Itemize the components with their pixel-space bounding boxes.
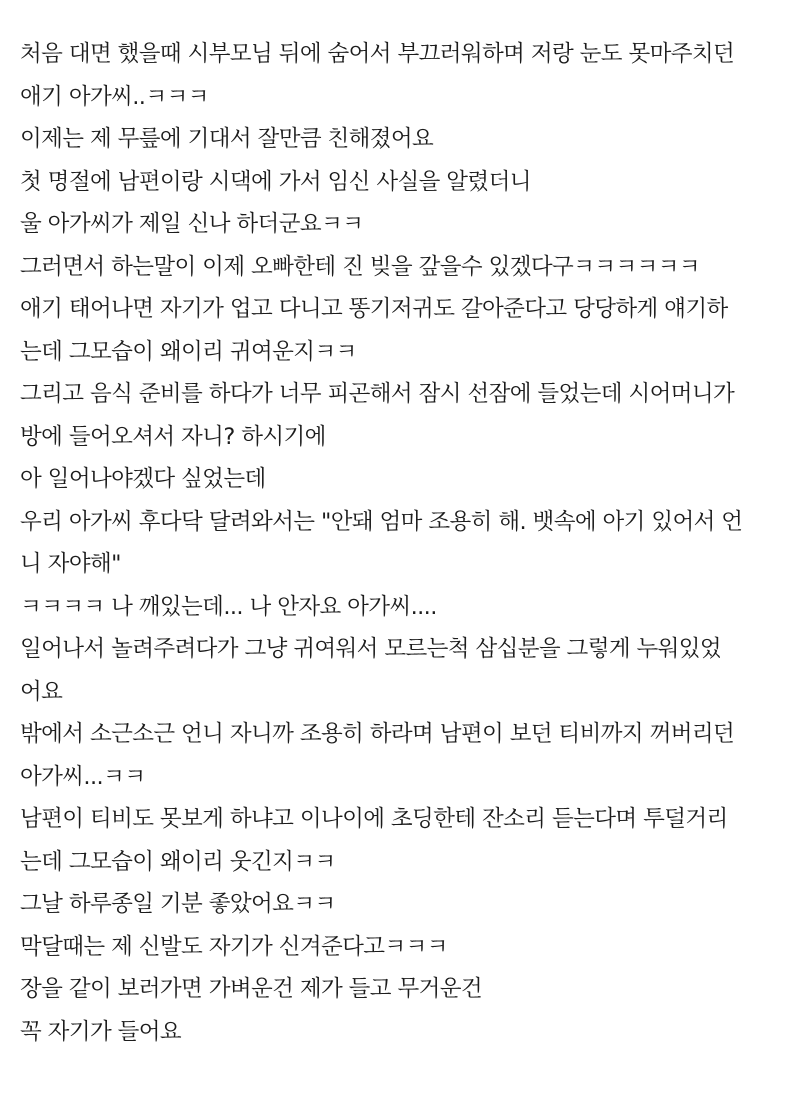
text-line: 니 자야해" [20,551,121,577]
text-line: 꼭 자기가 들어요 [20,1018,182,1045]
text-line: 방에 들어오셔서 자니? 하시기에 [20,423,326,450]
text-line: ㅋㅋㅋㅋ 나 깨있는데... 나 안자요 아가씨.... [20,593,437,620]
text-line: 는데 그모습이 왜이리 귀여운지ㅋㅋ [20,338,357,365]
text-line: 그리고 음식 준비를 하다가 너무 피곤해서 잠시 선잠에 들었는데 시어머니가 [20,381,735,407]
text-line: 울 아가씨가 제일 신나 하더군요ㅋㅋ [20,211,364,237]
text-line: 그날 하루종일 기분 좋았어요ㅋㅋ [20,891,336,917]
text-line: 그러면서 하는말이 이제 오빠한테 진 빚을 갚을수 있겠다구ㅋㅋㅋㅋㅋㅋ [20,253,700,280]
text-line: 아가씨...ㅋㅋ [20,763,146,790]
text-line: 처음 대면 했을때 시부모님 뒤에 숨어서 부끄러워하며 저랑 눈도 못마주치던 [20,41,735,67]
text-line: 아 일어나야겠다 싶었는데 [20,466,266,492]
text-line: 밖에서 소근소근 언니 자니까 조용히 하라며 남편이 보던 티비까지 꺼버리던 [20,721,735,747]
text-line: 우리 아가씨 후다닥 달려와서는 "안돼 엄마 조용히 해. 뱃속에 아기 있어서 언 [20,508,743,535]
text-line: 어요 [20,678,63,705]
text-line: 장을 같이 보러가면 가벼운건 제가 들고 무거운건 [20,976,483,1002]
text-line: 남편이 티비도 못보게 하냐고 이나이에 초딩한테 잔소리 듣는다며 투덜거리 [20,806,728,832]
text-line: 막달때는 제 신발도 자기가 신겨준다고ㅋㅋㅋ [20,933,448,960]
text-line: 이제는 제 무릎에 기대서 잘만큼 친해졌어요 [20,126,434,152]
text-line: 애기 아가씨..ㅋㅋㅋ [20,83,209,110]
text-line: 애기 태어나면 자기가 업고 다니고 똥기저귀도 갈아준다고 당당하게 얘기하 [20,296,728,322]
text-line: 는데 그모습이 왜이리 웃긴지ㅋㅋ [20,848,336,875]
text-line: 일어나서 놀려주려다가 그냥 귀여워서 모르는척 삼십분을 그렇게 누워있었 [20,636,722,662]
text-line: 첫 명절에 남편이랑 시댁에 가서 임신 사실을 알렸더니 [20,168,531,195]
